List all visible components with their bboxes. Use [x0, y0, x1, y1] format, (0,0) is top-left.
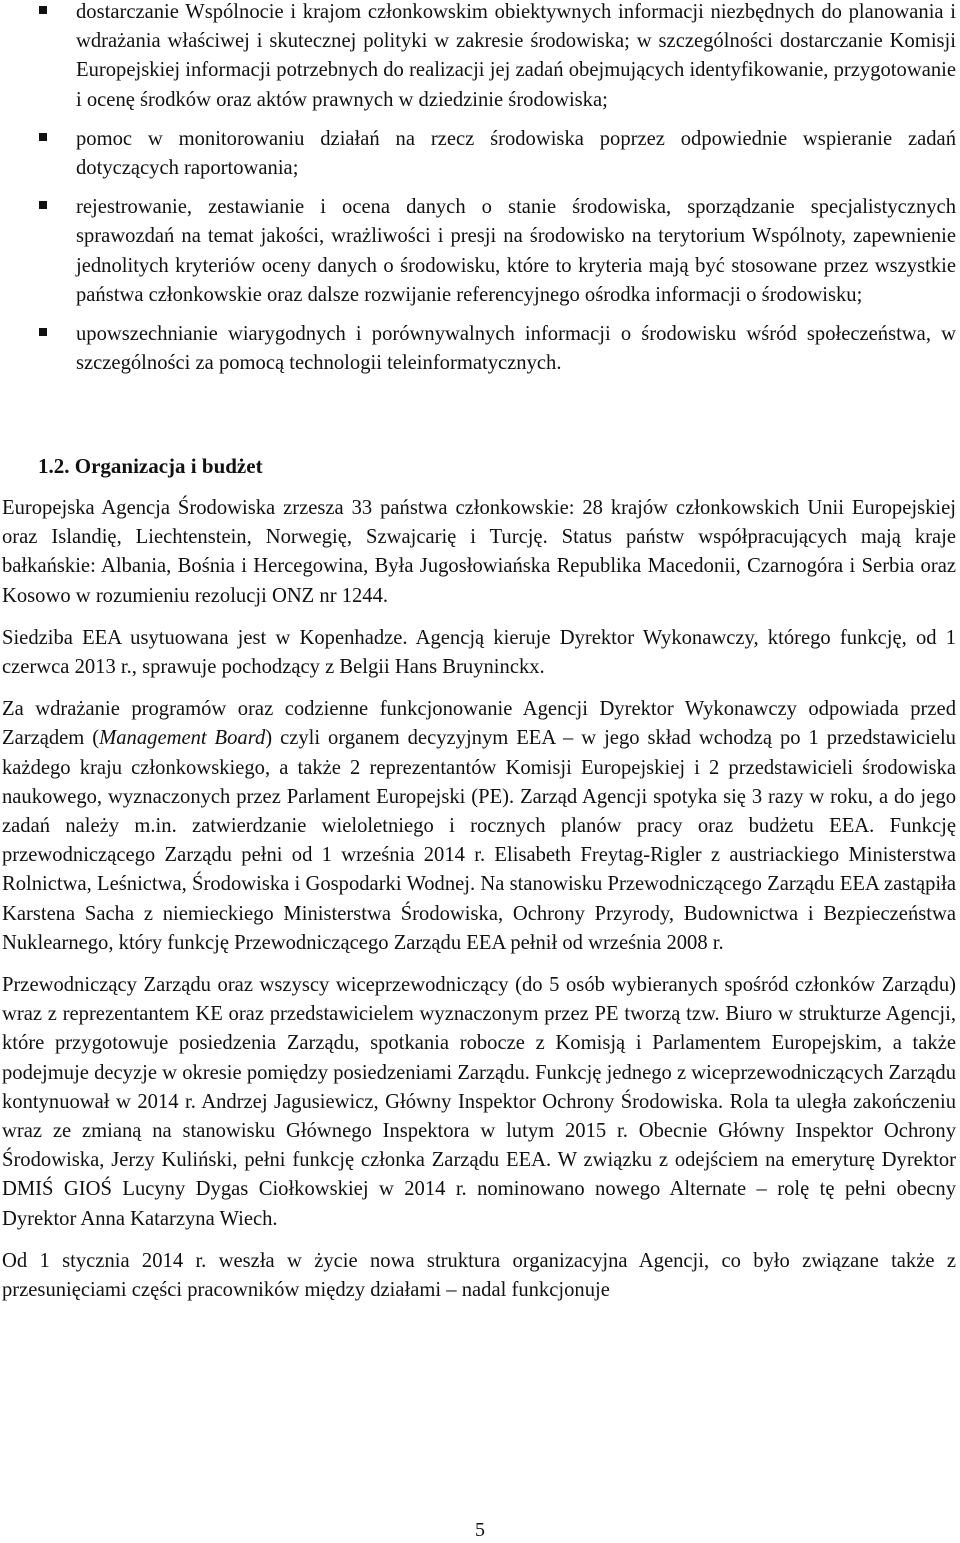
- list-item: [38, 125, 956, 183]
- paragraph-membership: Europejska Agencja Środowiska zrzesza 33 państwa członkowskie: 28 krajów członkowskich Unii Europejskiej oraz Islandię, Liechtenstein, Norwegię, Szwajcarię i Turcję. Status państw współpracujących mają kraje bałkańskie: Albania, Bośnia i Hercegowina, Była Jugosłowiańska Republika Macedonii, Czarnogóra i Serbia oraz Kosowo w rozumieniu rezolucji ONZ nr 1244.: [2, 497, 956, 607]
- list-item: [38, 193, 956, 310]
- square-bullet-icon: [39, 201, 47, 209]
- list-item-text: rejestrowanie, zestawianie i ocena danych o stanie środowiska, sporządzanie specjalistycznych sprawozdań na temat jakości, wrażliwości i presji na środowisko na terytorium Wspólnoty, zapewnienie jednolitych kryteriów oceny danych o środowisku, które to kryteria mają być stosowane przez wszystkie państwa członkowskie oraz dalsze rozwijanie referencyjnego ośrodka informacji o środowisku;: [76, 196, 956, 306]
- list-item: [38, 0, 956, 115]
- paragraph-management-board: [2, 695, 956, 958]
- list-item-text: upowszechnianie wiarygodnych i porównywalnych informacji o środowisku wśród społeczeństwa, w szczególności za pomocą technologii teleinformatycznych.: [76, 323, 956, 375]
- paragraph-bureau: Przewodniczący Zarządu oraz wszyscy wiceprzewodniczący (do 5 osób wybieranych spośród członków Zarządu) wraz z reprezentantem KE oraz przedstawicielem wyznaczonym przez PE tworzą tzw. Biuro w strukturze Agencji, które przygotowuje posiedzenia Zarządu, spotkania robocze z Komisją i Parlamentem Europejskim, a także podejmuje decyzje w okresie pomiędzy posiedzeniami Zarządu. Funkcję jednego z wiceprzewodniczących Zarządu kontynuował w 2014 r. Andrzej Jagusiewicz, Główny Inspektor Ochrony Środowiska. Rola ta uległa zakończeniu wraz ze zmianą na stanowisku Głównego Inspektora w lutym 2015 r. Obecnie Główny Inspektor Ochrony Środowiska, Jerzy Kuliński, pełni funkcję członka Zarządu EEA. W związku z odejściem na emeryturę Dyrektor DMIŚ GIOŚ Lucyny Dygas Ciołkowskiej w 2014 r. nominowano nowego Alternate – rolę tę pełni obecny Dyrektor Anna Katarzyna Wiech.: [2, 974, 956, 1230]
- paragraph-structure: Od 1 stycznia 2014 r. weszła w życie nowa struktura organizacyjna Agencji, co było związane także z przesunięciami części pracowników między działami – nadal funkcjonuje: [2, 1249, 956, 1302]
- list-item: [38, 320, 956, 378]
- list-item-text: dostarczanie Wspólnocie i krajom członkowskim obiektywnych informacji niezbędnych do planowania i wdrażania właściwej i skutecznej polityki w zakresie środowiska; w szczególności dostarczanie Komisji Europejskiej informacji potrzebnych do realizacji jej zadań obejmujących identyfikowanie, przygotowanie i ocenę środków oraz aktów prawnych w dziedzinie środowiska;: [76, 1, 956, 111]
- bullet-list: [38, 0, 956, 388]
- square-bullet-icon: [39, 328, 47, 336]
- paragraph-headquarters: Siedziba EEA usytuowana jest w Kopenhadze. Agencją kieruje Dyrektor Wykonawczy, którego funkcję, od 1 czerwca 2013 r., sprawuje pochodzący z Belgii Hans Bruyninckx.: [2, 626, 956, 679]
- body-text: [2, 494, 956, 1318]
- square-bullet-icon: [39, 6, 47, 14]
- section-heading: 1.2. Organizacja i budżet: [38, 454, 263, 478]
- page-number: 5: [475, 1519, 485, 1541]
- italic-term: Management Board: [99, 727, 266, 750]
- square-bullet-icon: [39, 133, 47, 141]
- paragraph-text: Za wdrażanie programów oraz codzienne funkcjonowanie Agencji Dyrektor Wykonawczy odpowiada przed Zarządem (: [2, 698, 956, 750]
- list-item-text: pomoc w monitorowaniu działań na rzecz środowiska poprzez odpowiednie wspieranie zadań dotyczących raportowania;: [76, 127, 956, 180]
- paragraph-text: ) czyli organem decyzyjnym EEA – w jego skład wchodzą po 1 przedstawicielu każdego kraju członkowskiego, a także 2 reprezentantów Komisji Europejskiej i 2 przedstawicieli środowiska naukowego, wyznaczonych przez Parlament Europejski (PE). Zarząd Agencji spotyka się 3 razy w roku, a do jego zadań należy m.in. zatwierdzanie wieloletniego i rocznych planów pracy oraz budżetu EEA. Funkcję przewodniczącego Zarządu pełni od 1 września 2014 r. Elisabeth Freytag-Rigler z austriackiego Ministerstwa Rolnictwa, Leśnictwa, Środowiska i Gospodarki Wodnej. Na stanowisku Przewodniczącego Zarządu EEA zastąpiła Karstena Sacha z niemieckiego Ministerstwa Środowiska, Ochrony Przyrody, Budownictwa i Bezpieczeństwa Nuklearnego, który funkcję Przewodniczącego Zarządu EEA pełnił od września 2008 r.: [2, 727, 956, 954]
